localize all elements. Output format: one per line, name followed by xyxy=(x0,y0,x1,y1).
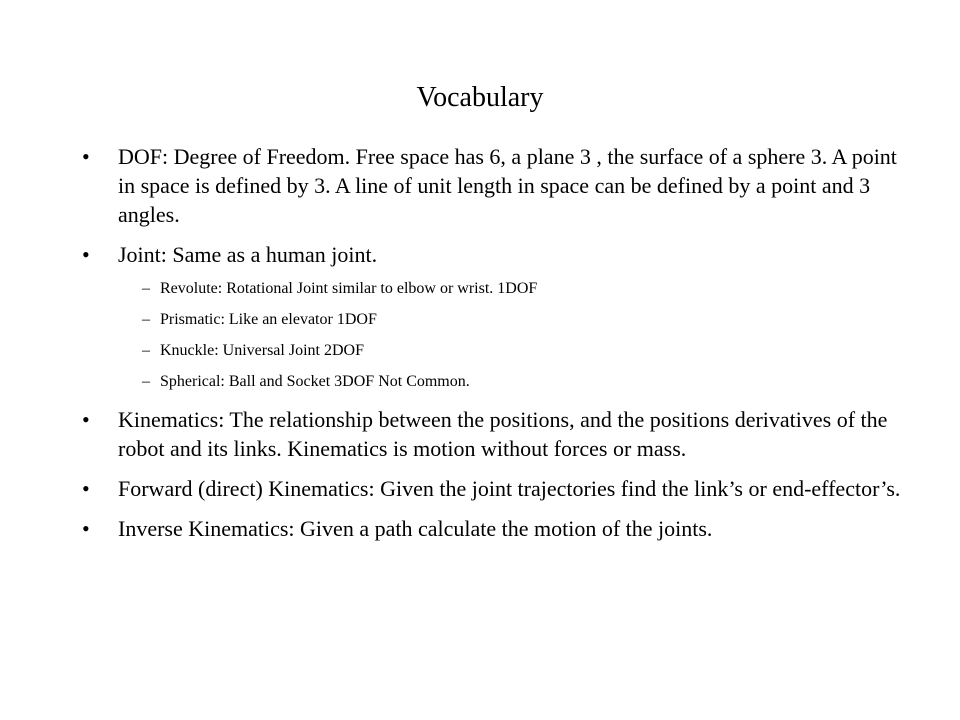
sub-mark: – xyxy=(142,280,150,297)
bullet-forward-kinematics xyxy=(82,474,902,503)
sub-item-knuckle xyxy=(142,340,902,362)
sub-item-revolute xyxy=(142,278,902,300)
bullet-mark: • xyxy=(82,516,90,541)
bullet-mark: • xyxy=(82,242,90,267)
sub-text: Prismatic: Like an elevator 1DOF xyxy=(160,311,377,328)
bullet-mark: • xyxy=(82,407,90,432)
sub-text: Spherical: Ball and Socket 3DOF Not Common. xyxy=(160,373,470,390)
bullet-text: Joint: Same as a human joint. xyxy=(118,242,378,267)
bullet-text: Kinematics: The relationship between the positions, and the positions derivatives of the robot and its links. Kinematics is motion without forces or mass. xyxy=(118,407,888,461)
bullet-mark: • xyxy=(82,476,90,501)
sub-mark: – xyxy=(142,311,150,328)
sub-item-spherical xyxy=(142,371,902,393)
sub-mark: – xyxy=(142,342,150,359)
joint-types-list xyxy=(82,278,902,393)
bullet-text: DOF: Degree of Freedom. Free space has 6, a plane 3 , the surface of a sphere 3. A point in space is defined by 3. A line of unit length in space can be defined by a point and 3 angles. xyxy=(118,144,897,227)
bullet-kinematics xyxy=(82,405,902,463)
sub-mark: – xyxy=(142,373,150,390)
sub-text: Knuckle: Universal Joint 2DOF xyxy=(160,342,364,359)
bullet-text: Forward (direct) Kinematics: Given the joint trajectories find the link’s or end-effector’s. xyxy=(118,476,901,501)
bullet-text: Inverse Kinematics: Given a path calculate the motion of the joints. xyxy=(118,516,713,541)
bullet-mark: • xyxy=(82,144,90,169)
slide-content xyxy=(82,142,902,554)
slide-title: Vocabulary xyxy=(416,82,544,113)
bullet-joint xyxy=(82,240,902,269)
sub-item-prismatic xyxy=(142,309,902,331)
sub-text: Revolute: Rotational Joint similar to elbow or wrist. 1DOF xyxy=(160,280,538,297)
bullet-inverse-kinematics xyxy=(82,514,902,543)
bullet-dof xyxy=(82,142,902,229)
